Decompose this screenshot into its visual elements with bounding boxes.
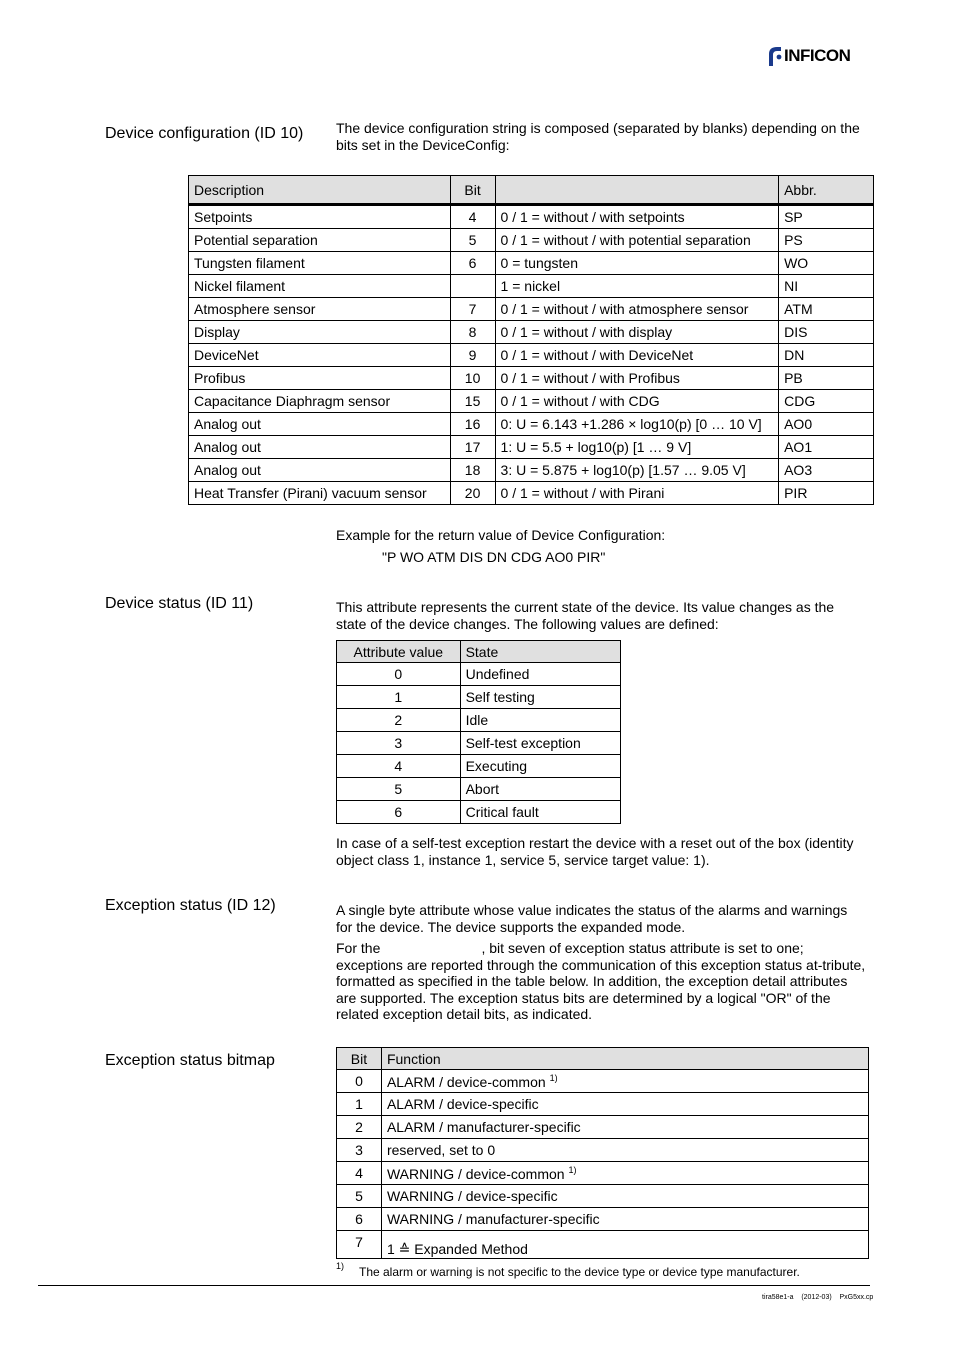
table-row xyxy=(337,709,621,732)
function-text: 1 ≙ Expanded Method xyxy=(386,1241,528,1257)
cell-value: 0 / 1 = without / with Pirani xyxy=(495,482,779,505)
exception-bitmap-label: Exception status bitmap xyxy=(105,1052,275,1069)
cell-description: Atmosphere sensor xyxy=(189,298,451,321)
cell-bit: 1 xyxy=(337,1093,382,1116)
function-text: WARNING / device-specific xyxy=(386,1188,558,1204)
cell-bit xyxy=(450,275,495,298)
footnote-ref: 1) xyxy=(568,1164,577,1175)
cell-attribute-value: 0 xyxy=(337,663,461,686)
inficon-logo-icon xyxy=(766,44,784,68)
table-row xyxy=(189,229,874,252)
cell-bit: 17 xyxy=(450,436,495,459)
table-row xyxy=(189,252,874,275)
cell-description: DeviceNet xyxy=(189,344,451,367)
cell-description: Analog out xyxy=(189,459,451,482)
footnote-text: The alarm or warning is not specific to the device type or device type manufacturer. xyxy=(359,1265,800,1279)
cell-function xyxy=(381,1070,868,1093)
cell-description: Capacitance Diaphragm sensor xyxy=(189,390,451,413)
cell-value: 0 = tungsten xyxy=(495,252,779,275)
cell-value: 0: U = 6.143 +1.286 × log10(p) [0 … 10 V] xyxy=(495,413,779,436)
table-row xyxy=(337,1208,869,1231)
device-status-label: Device status (ID 11) xyxy=(105,595,254,612)
cell-abbr: DIS xyxy=(779,321,874,344)
cell-bit: 20 xyxy=(450,482,495,505)
cell-abbr: PS xyxy=(779,229,874,252)
cell-function xyxy=(381,1139,868,1162)
cell-description: Analog out xyxy=(189,413,451,436)
cell-value: 3: U = 5.875 + log10(p) [1.57 … 9.05 V] xyxy=(495,459,779,482)
function-text: ALARM / device-common xyxy=(386,1073,546,1090)
device-status-intro: This attribute represents the current state of the device. Its value changes as the state of the device changes. The following values are defined: xyxy=(336,599,835,632)
function-text: WARNING / manufacturer-specific xyxy=(386,1211,600,1227)
cell-function xyxy=(381,1208,868,1231)
cell-abbr: AO1 xyxy=(779,436,874,459)
function-text: reserved, set to 0 xyxy=(386,1142,496,1158)
table-row xyxy=(337,732,621,755)
function-text: WARNING / device-common xyxy=(386,1165,565,1182)
logo-text: INFICON xyxy=(784,46,851,65)
cell-function xyxy=(381,1231,868,1259)
table-row xyxy=(337,801,621,824)
table-row xyxy=(337,686,621,709)
cell-value: 0 / 1 = without / with CDG xyxy=(495,390,779,413)
cell-description: Analog out xyxy=(189,436,451,459)
cell-bit: 16 xyxy=(450,413,495,436)
header-description: Description xyxy=(189,176,451,205)
table-row xyxy=(189,367,874,390)
cell-attribute-value: 6 xyxy=(337,801,461,824)
footer-rule xyxy=(38,1285,870,1286)
cell-state: Abort xyxy=(460,778,620,801)
table-row xyxy=(337,1070,869,1093)
cell-abbr: WO xyxy=(779,252,874,275)
table-row xyxy=(337,1116,869,1139)
cell-value: 0 / 1 = without / with Profibus xyxy=(495,367,779,390)
inficon-logo xyxy=(766,44,870,68)
header-attribute-value: Attribute value xyxy=(337,641,461,663)
cell-description: Setpoints xyxy=(189,205,451,229)
table-row xyxy=(189,344,874,367)
cell-bit: 5 xyxy=(450,229,495,252)
cell-description: Nickel filament xyxy=(189,275,451,298)
device-config-label: Device configuration (ID 10) xyxy=(105,125,304,142)
table-row xyxy=(189,482,874,505)
exception-status-para1: A single byte attribute whose value indicates the status of the alarms and warnings for the device. The device supports the expanded mode. xyxy=(336,902,848,935)
cell-abbr: PIR xyxy=(779,482,874,505)
footnote-mark: 1) xyxy=(336,1261,345,1271)
cell-bit: 0 xyxy=(337,1070,382,1093)
doc-file: PxG5xx.cp xyxy=(839,1294,874,1301)
cell-bit: 3 xyxy=(337,1139,382,1162)
cell-description: Profibus xyxy=(189,367,451,390)
cell-state: Undefined xyxy=(460,663,620,686)
device-status-table xyxy=(336,640,621,824)
cell-state: Executing xyxy=(460,755,620,778)
cell-attribute-value: 1 xyxy=(337,686,461,709)
cell-bit: 15 xyxy=(450,390,495,413)
cell-value: 0 / 1 = without / with atmosphere sensor xyxy=(495,298,779,321)
table-row xyxy=(337,1231,869,1259)
cell-bit: 7 xyxy=(337,1231,382,1259)
cell-bit: 6 xyxy=(450,252,495,275)
exception-bitmap-table xyxy=(336,1047,869,1259)
doc-ref: tira58e1-a xyxy=(762,1294,794,1301)
table-row xyxy=(189,436,874,459)
cell-value: 0 / 1 = without / with DeviceNet xyxy=(495,344,779,367)
cell-value: 1 = nickel xyxy=(495,275,779,298)
footer-doc-ref xyxy=(762,1294,873,1301)
table-header-row xyxy=(337,1048,869,1070)
table-row xyxy=(337,1162,869,1185)
device-config-table xyxy=(188,175,874,505)
cell-bit: 7 xyxy=(450,298,495,321)
cell-bit: 9 xyxy=(450,344,495,367)
exception-status-para2: For the , bit seven of exception status attribute is set to one; exceptions are reported through the communication of this exception status at-tribute, formatted as specified in the table below. In addition, the exception detail attributes are supported. The exception status bits are determined by a logical "OR" of the related exception detail bits, as indicated. xyxy=(336,940,870,1022)
cell-attribute-value: 4 xyxy=(337,755,461,778)
cell-function xyxy=(381,1116,868,1139)
function-text: ALARM / device-specific xyxy=(386,1096,539,1112)
example-label: Example for the return value of Device Configuration: xyxy=(336,527,666,543)
cell-function xyxy=(381,1185,868,1208)
cell-abbr: CDG xyxy=(779,390,874,413)
cell-abbr: DN xyxy=(779,344,874,367)
header-abbr: Abbr. xyxy=(779,176,874,205)
cell-description: Tungsten filament xyxy=(189,252,451,275)
exception-status-label: Exception status (ID 12) xyxy=(105,897,276,914)
table-row xyxy=(189,321,874,344)
cell-state: Critical fault xyxy=(460,801,620,824)
table-row xyxy=(189,413,874,436)
cell-abbr: AO3 xyxy=(779,459,874,482)
table-row xyxy=(189,298,874,321)
cell-bit: 5 xyxy=(337,1185,382,1208)
cell-bit: 8 xyxy=(450,321,495,344)
header-state: State xyxy=(460,641,620,663)
table-row xyxy=(189,275,874,298)
table-row xyxy=(337,1185,869,1208)
table-row xyxy=(337,778,621,801)
example-value: "P WO ATM DIS DN CDG AO0 PIR" xyxy=(382,549,606,565)
cell-value: 0 / 1 = without / with setpoints xyxy=(495,205,779,229)
cell-abbr: AO0 xyxy=(779,413,874,436)
cell-abbr: ATM xyxy=(779,298,874,321)
cell-function xyxy=(381,1162,868,1185)
cell-attribute-value: 2 xyxy=(337,709,461,732)
cell-state: Self-test exception xyxy=(460,732,620,755)
device-config-intro: The device configuration string is composed (separated by blanks) depending on the bits set in the DeviceConfig: xyxy=(336,120,860,153)
table-row xyxy=(189,390,874,413)
cell-bit: 10 xyxy=(450,367,495,390)
table-row xyxy=(337,755,621,778)
cell-value: 0 / 1 = without / with display xyxy=(495,321,779,344)
table-header-row xyxy=(337,641,621,663)
function-text: ALARM / manufacturer-specific xyxy=(386,1119,581,1135)
doc-date: (2012-03) xyxy=(801,1294,832,1301)
cell-attribute-value: 3 xyxy=(337,732,461,755)
self-test-note: In case of a self-test exception restart the device with a reset out of the box (identity object class 1, instance 1, service 5, service target value: 1). xyxy=(336,835,854,868)
cell-description: Display xyxy=(189,321,451,344)
cell-bit: 18 xyxy=(450,459,495,482)
cell-bit: 4 xyxy=(450,205,495,229)
cell-abbr: SP xyxy=(779,205,874,229)
cell-value: 0 / 1 = without / with potential separation xyxy=(495,229,779,252)
cell-bit: 2 xyxy=(337,1116,382,1139)
cell-bit: 6 xyxy=(337,1208,382,1231)
table-row xyxy=(337,1139,869,1162)
cell-description: Heat Transfer (Pirani) vacuum sensor xyxy=(189,482,451,505)
header-bit: Bit xyxy=(450,176,495,205)
cell-attribute-value: 5 xyxy=(337,778,461,801)
footnote-ref: 1) xyxy=(549,1072,558,1083)
table-row xyxy=(337,663,621,686)
cell-state: Idle xyxy=(460,709,620,732)
table-row xyxy=(337,1093,869,1116)
cell-description: Potential separation xyxy=(189,229,451,252)
header-bit: Bit xyxy=(337,1048,382,1070)
table-row xyxy=(189,205,874,229)
cell-state: Self testing xyxy=(460,686,620,709)
table-header-row xyxy=(189,176,874,205)
cell-function xyxy=(381,1093,868,1116)
cell-bit: 4 xyxy=(337,1162,382,1185)
cell-abbr: NI xyxy=(779,275,874,298)
header-function: Function xyxy=(381,1048,868,1070)
table-row xyxy=(189,459,874,482)
cell-abbr: PB xyxy=(779,367,874,390)
cell-value: 1: U = 5.5 + log10(p) [1 … 9 V] xyxy=(495,436,779,459)
header-value xyxy=(495,176,779,205)
